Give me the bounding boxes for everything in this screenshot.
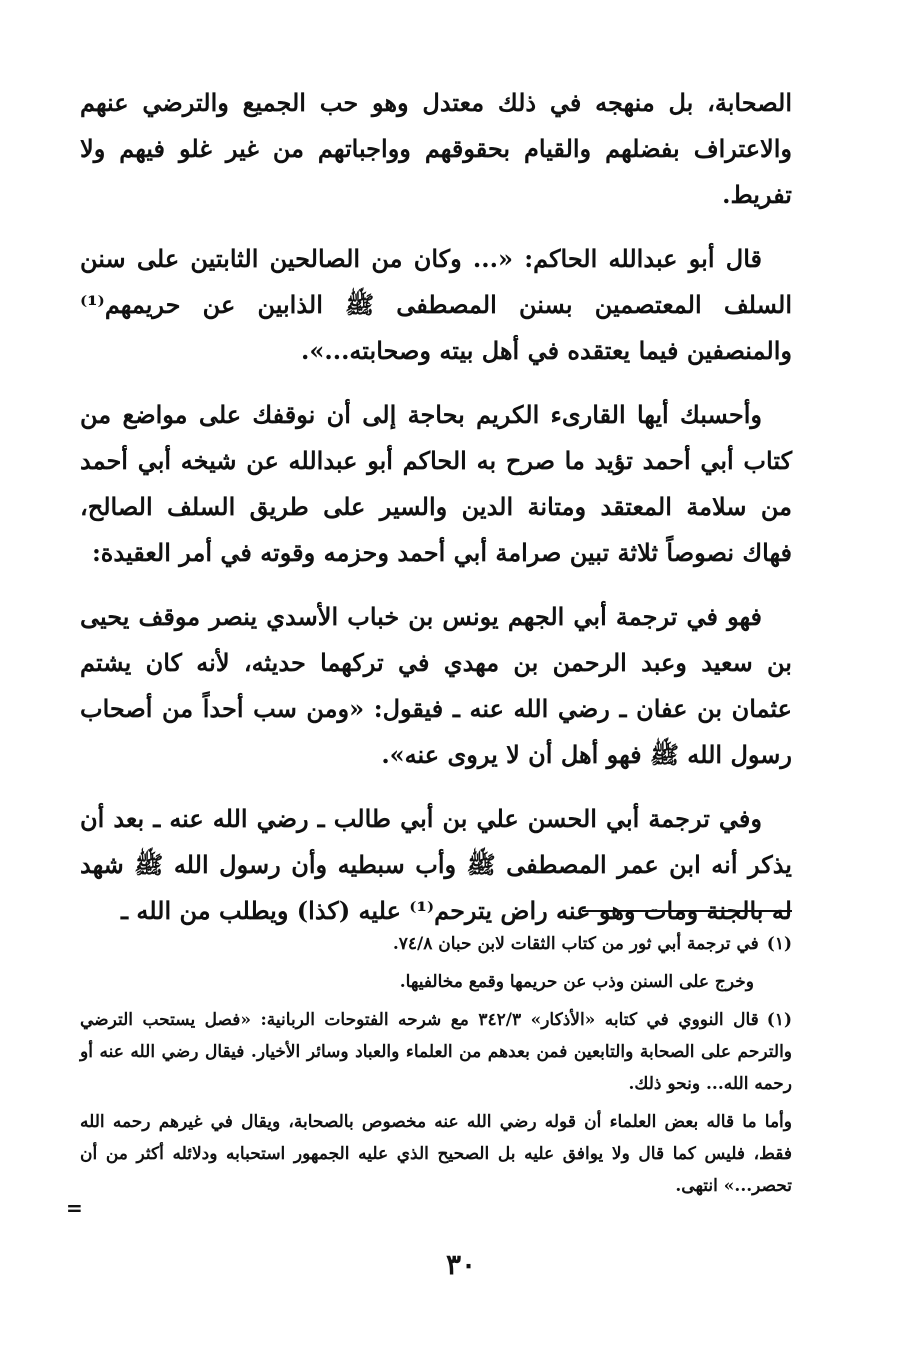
paragraph-1: الصحابة، بل منهجه في ذلك معتدل وهو حب الجميع والترضي عنهم والاعتراف بفضلهم والقيام بحقوقهم وواجباتهم من غير غلو فيهم ولا تفريط.	[80, 88, 792, 209]
page-number: ٣٠	[445, 1248, 477, 1281]
footnote-2-number: (١)	[766, 1010, 792, 1030]
footnote-2-text: قال النووي في كتابه «الأذكار» ٣٤٢/٣ مع شرحه الفتوحات الربانية: «فصل يستحب الترضي والترحم على الصحابة والتابعين فمن بعدهم من العلماء والعباد وسائر الأخيار. فيقال رضي الله عنه أو رحمه الله... ونحو ذلك.	[80, 1010, 792, 1094]
footnote-1-number: (١)	[766, 934, 792, 954]
footnote-1-continuation: وخرج على السنن وذب عن حريمها وقمع مخالفيها.	[399, 972, 754, 992]
footnote-2-paragraph-2: وأما ما قاله بعض العلماء أن قوله رضي الله عنه مخصوص بالصحابة، ويقال في غيرهم رحمه الله فقط، فليس كما قال ولا يوافق عليه بل الصحيح الذي عليه الجمهور استحبابه ودلائله أكثر من أن تحصر...» انتهى.	[80, 1112, 792, 1196]
footnotes-block	[80, 928, 792, 1208]
footnote-continuation-mark: =	[66, 1196, 83, 1220]
main-text-block	[80, 80, 792, 952]
paragraph-3: وأحسبك أيها القارىء الكريم بحاجة إلى أن نوقفك على مواضع من كتاب أبي أحمد تؤيد ما صرح به الحاكم أبو عبدالله عن شيخه أبي أحمد من سلامة المعتقد ومتانة الدين والسير على طريق السلف الصالح، فهاك نصوصاً ثلاثة تبين صرامة أبي أحمد وحزمه وقوته في أمر العقيدة:	[80, 400, 793, 567]
footnote-separator	[582, 910, 792, 912]
footnote-1	[80, 928, 792, 960]
footnote-2	[80, 1004, 792, 1100]
paragraph-4: فهو في ترجمة أبي الجهم يونس بن خباب الأسدي ينصر موقف يحيى بن سعيد وعبد الرحمن بن مهدي في تركهما حديثه، لأنه كان يشتم عثمان بن عفان ـ رضي الله عنه ـ فيقول: «ومن سب أحداً من أصحاب رسول الله ﷺ فهو أهل أن لا يروى عنه».	[80, 602, 792, 769]
paragraph-5: وفي ترجمة أبي الحسن علي بن أبي طالب ـ رضي الله عنه ـ بعد أن يذكر أنه ابن عمر المصطفى ﷺ وأب سبطيه وأن رسول الله ﷺ شهد له بالجنة ومات وهو عنه راض يترحم⁽¹⁾ عليه (كذا) ويطلب من الله ـ	[80, 804, 792, 925]
paragraph-2: قال أبو عبدالله الحاكم: «... وكان من الصالحين الثابتين على سنن السلف المعتصمين بسنن المصطفى ﷺ الذابين عن حريمهم⁽¹⁾ والمنصفين فيما يعتقده في أهل بيته وصحابته...».	[80, 244, 792, 365]
footnote-1-text: في ترجمة أبي ثور من كتاب الثقات لابن حبان ٧٤/٨.	[392, 934, 759, 954]
